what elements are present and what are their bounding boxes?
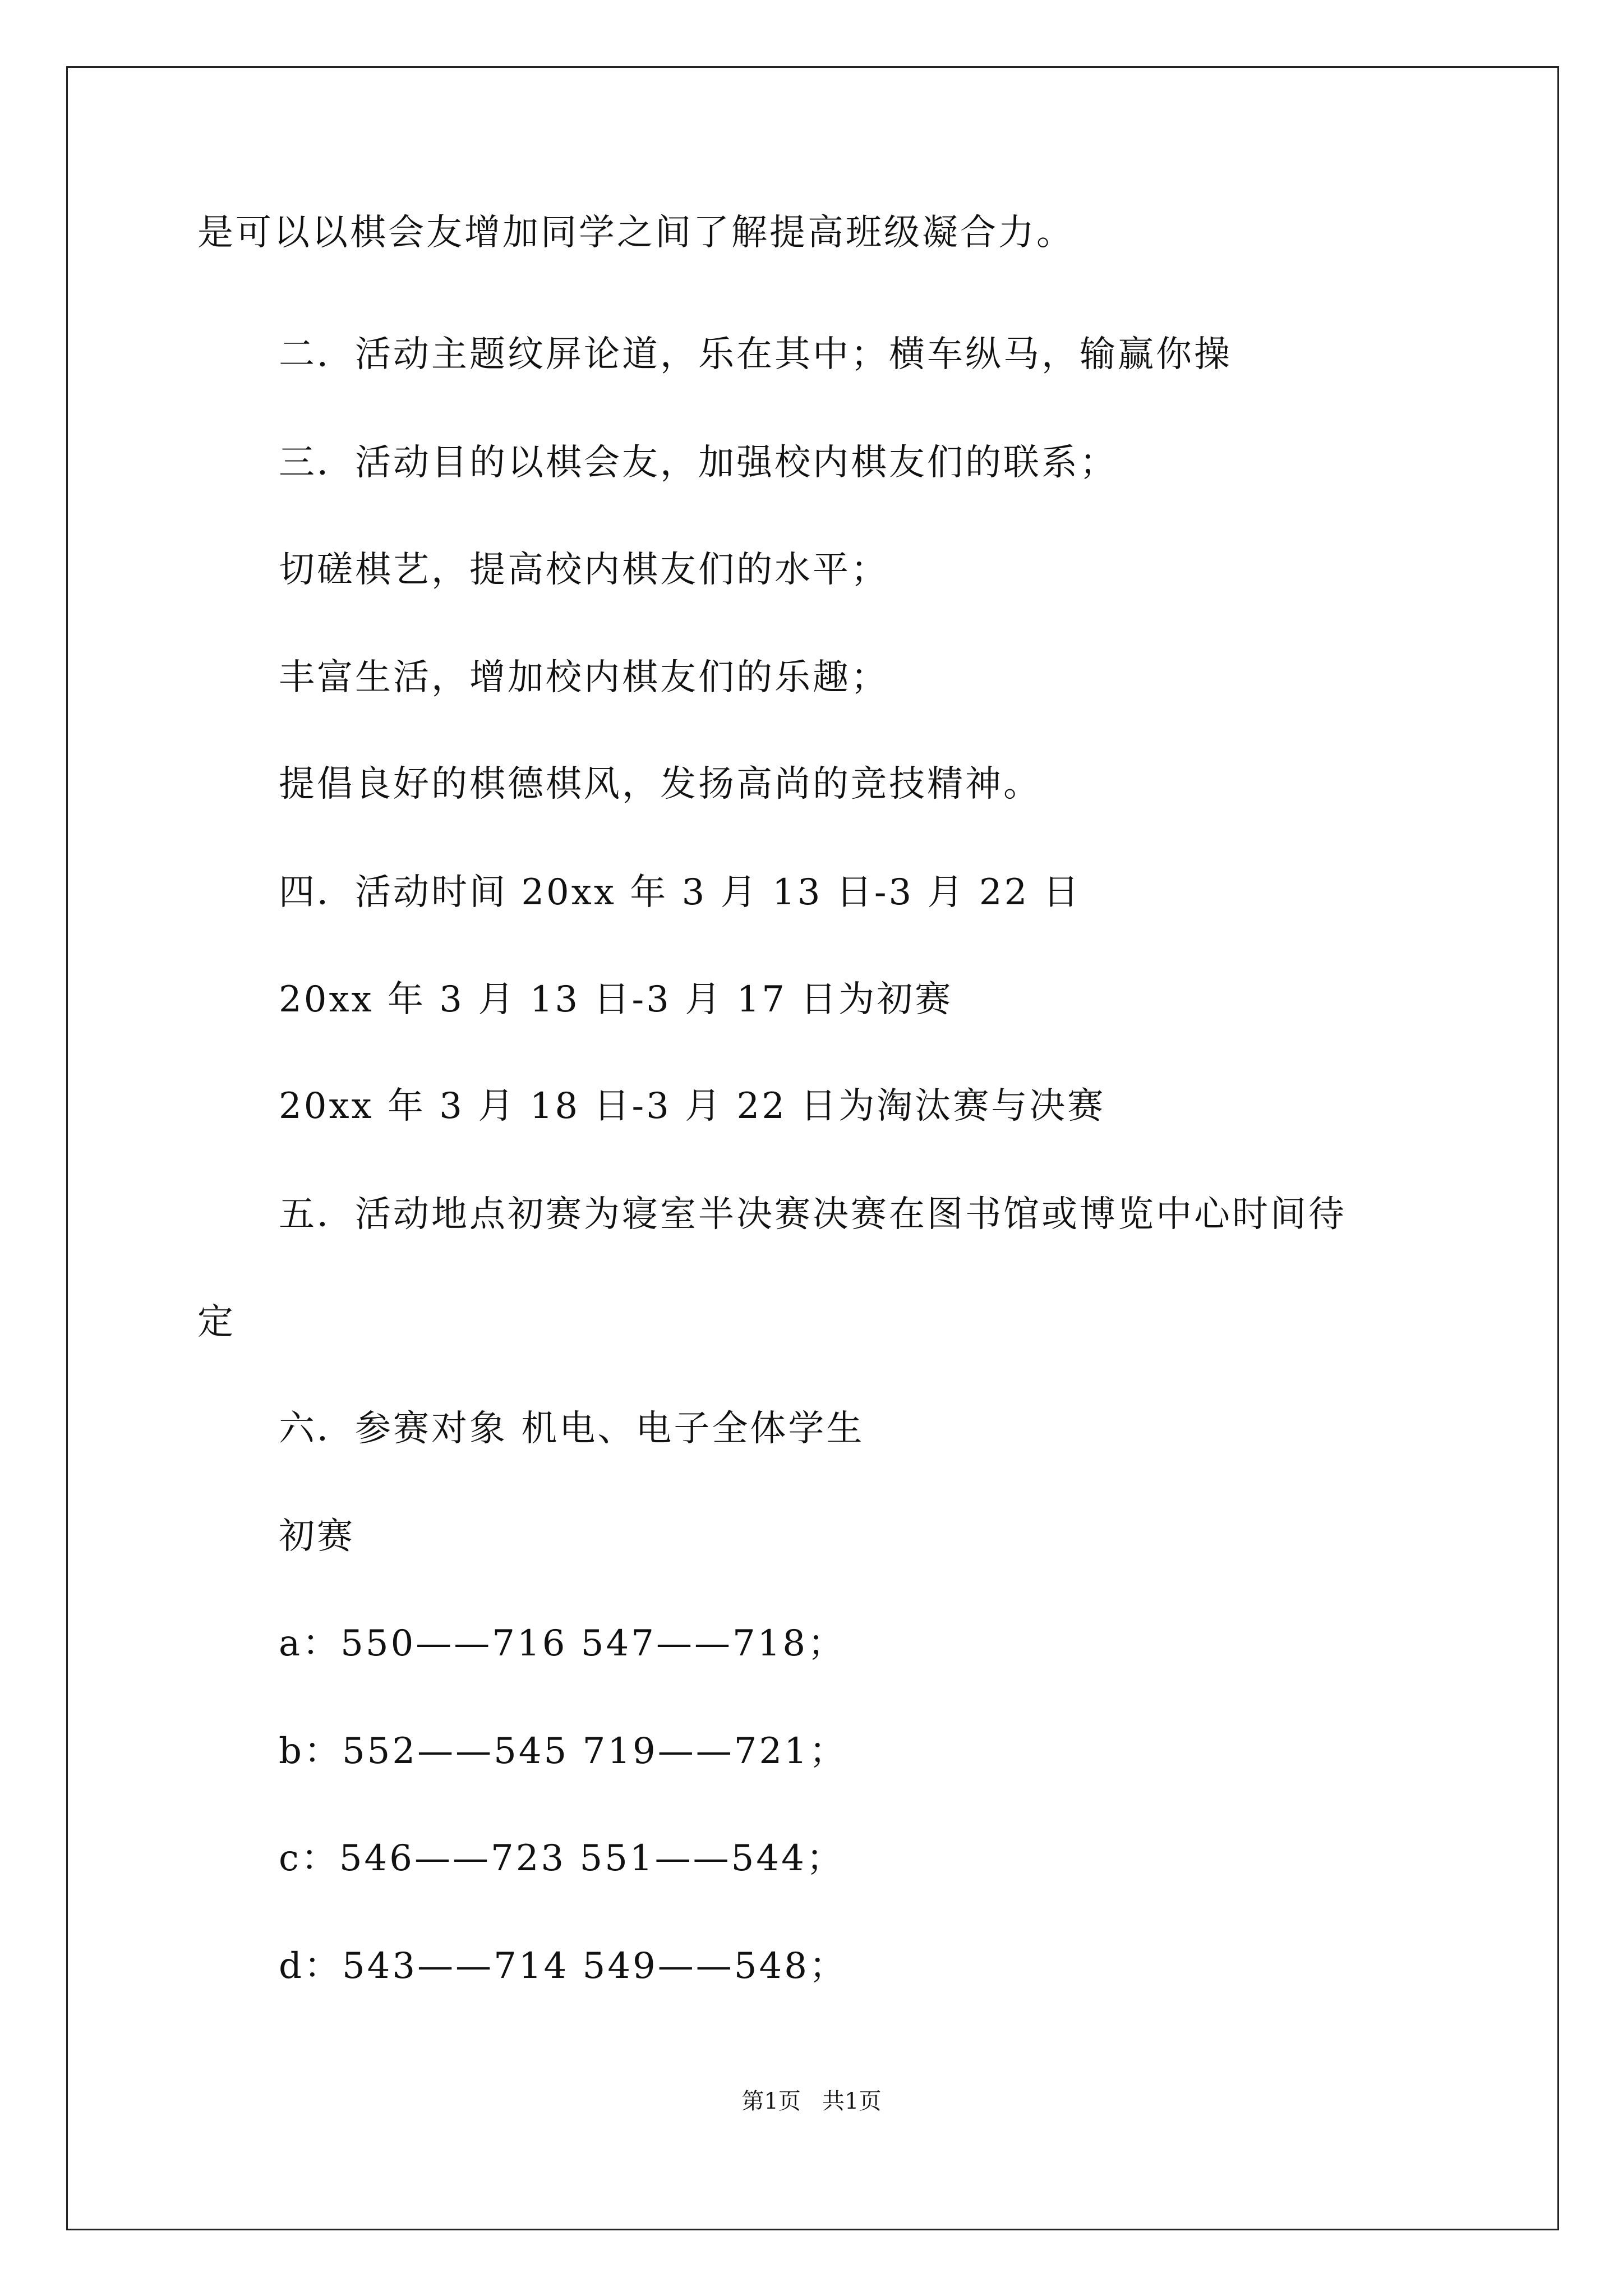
text-line-preliminary-heading: 初赛 (279, 1516, 355, 1557)
page-border (66, 66, 1559, 2230)
text-line-participants: 六．参赛对象 机电、电子全体学生 (279, 1408, 865, 1450)
text-line-intro-continuation: 是可以以棋会友增加同学之间了解提高班级凝合力。 (197, 212, 1075, 254)
text-line-group-b: b：552——545 719——721； (279, 1731, 847, 1772)
text-line-purpose-fun: 丰富生活，增加校内棋友们的乐趣； (279, 657, 889, 698)
text-line-location: 五．活动地点初赛为寝室半决赛决赛在图书馆或博览中心时间待 (279, 1194, 1347, 1235)
text-line-location-continuation: 定 (197, 1301, 236, 1343)
text-line-purpose-skill: 切磋棋艺，提高校内棋友们的水平； (279, 549, 889, 591)
text-line-group-d: d：543——714 549——548； (279, 1945, 847, 1987)
text-line-group-a: a：550——716 547——718； (279, 1623, 846, 1664)
text-line-purpose: 三．活动目的以棋会友，加强校内棋友们的联系； (279, 442, 1118, 484)
text-line-time: 四．活动时间 20xx 年 3 月 13 日-3 月 22 日 (279, 872, 1081, 913)
text-line-final-dates: 20xx 年 3 月 18 日-3 月 22 日为淘汰赛与决赛 (279, 1085, 1106, 1127)
text-line-group-c: c：546——723 551——544； (279, 1838, 845, 1879)
page-footer: 第1页 共1页 (741, 2088, 882, 2114)
text-line-preliminary-dates: 20xx 年 3 月 13 日-3 月 17 日为初赛 (279, 979, 953, 1020)
text-line-purpose-spirit: 提倡良好的棋德棋风，发扬高尚的竞技精神。 (279, 763, 1041, 805)
text-line-theme: 二．活动主题纹屏论道，乐在其中；横车纵马，输赢你操 (279, 334, 1232, 375)
